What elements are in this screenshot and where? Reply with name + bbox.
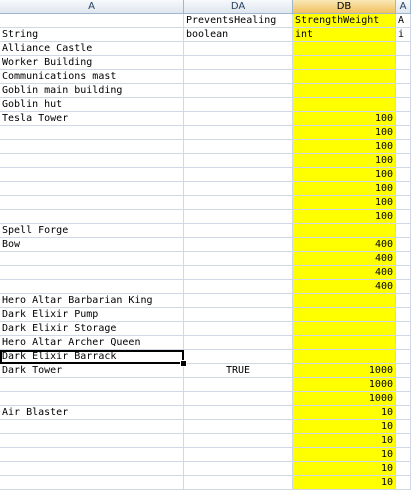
cell-db[interactable] — [293, 322, 396, 336]
cell-db[interactable] — [293, 350, 396, 364]
cell-db[interactable]: 100 — [293, 168, 396, 182]
table-row — [0, 42, 411, 56]
cell-da[interactable] — [184, 168, 293, 182]
cell-da[interactable] — [184, 294, 293, 308]
cell-a[interactable] — [0, 462, 184, 476]
table-row — [0, 280, 411, 294]
table-row — [0, 462, 411, 476]
cell-da[interactable] — [184, 420, 293, 434]
cell-x[interactable] — [396, 168, 411, 182]
column-header-a[interactable]: A — [0, 0, 184, 14]
cell-a[interactable] — [0, 252, 184, 266]
cell-a[interactable]: Communications mast — [0, 70, 184, 84]
cell-da[interactable] — [184, 98, 293, 112]
cell-db[interactable]: 100 — [293, 210, 396, 224]
cell-a[interactable]: Dark Elixir Pump — [0, 308, 184, 322]
cell-x[interactable] — [396, 210, 411, 224]
cell-x[interactable] — [396, 322, 411, 336]
table-row — [0, 182, 411, 196]
table-row — [0, 112, 411, 126]
table-row — [0, 84, 411, 98]
table-row — [0, 448, 411, 462]
cell-x[interactable] — [396, 378, 411, 392]
cell-db[interactable] — [293, 294, 396, 308]
cell-da[interactable] — [184, 112, 293, 126]
table-row — [0, 266, 411, 280]
cell-db[interactable]: 100 — [293, 126, 396, 140]
cell-da[interactable] — [184, 42, 293, 56]
cell-db[interactable]: 1000 — [293, 378, 396, 392]
cell-da[interactable] — [184, 392, 293, 406]
cell-a[interactable]: Bow — [0, 238, 184, 252]
column-header-x-next[interactable]: A — [396, 0, 411, 14]
cell-x[interactable]: A — [396, 14, 411, 28]
table-row — [0, 28, 411, 42]
cell-db[interactable]: 10 — [293, 420, 396, 434]
cell-db[interactable] — [293, 56, 396, 70]
cell-x[interactable] — [396, 336, 411, 350]
cell-da[interactable] — [184, 238, 293, 252]
cell-x[interactable] — [396, 42, 411, 56]
cell-da[interactable] — [184, 280, 293, 294]
cell-db[interactable]: 100 — [293, 112, 396, 126]
table-row — [0, 238, 411, 252]
cell-a[interactable] — [0, 182, 184, 196]
cell-a[interactable] — [0, 420, 184, 434]
column-header-da[interactable]: DA — [184, 0, 293, 14]
cell-a[interactable] — [0, 266, 184, 280]
cell-a[interactable] — [0, 434, 184, 448]
cell-a[interactable]: Dark Elixir Storage — [0, 322, 184, 336]
cell-x[interactable] — [396, 434, 411, 448]
table-row — [0, 168, 411, 182]
cell-a[interactable] — [0, 448, 184, 462]
cell-db[interactable] — [293, 308, 396, 322]
cell-db[interactable]: int — [293, 28, 396, 42]
cell-x[interactable] — [396, 252, 411, 266]
cell-a[interactable]: Dark Tower — [0, 364, 184, 378]
cell-a[interactable] — [0, 126, 184, 140]
cell-da[interactable] — [184, 350, 293, 364]
table-row — [0, 14, 411, 28]
cell-da[interactable] — [184, 56, 293, 70]
cell-x[interactable] — [396, 476, 411, 490]
cell-da[interactable] — [184, 154, 293, 168]
cell-x[interactable] — [396, 350, 411, 364]
cell-da[interactable] — [184, 252, 293, 266]
cell-db[interactable]: 400 — [293, 266, 396, 280]
table-row — [0, 350, 411, 364]
table-row — [0, 308, 411, 322]
cell-db[interactable]: 1000 — [293, 364, 396, 378]
cell-a[interactable]: Goblin main building — [0, 84, 184, 98]
cell-da[interactable] — [184, 406, 293, 420]
cell-da[interactable] — [184, 462, 293, 476]
cell-da[interactable] — [184, 196, 293, 210]
cell-a[interactable]: Tesla Tower — [0, 112, 184, 126]
table-row — [0, 364, 411, 378]
table-row — [0, 154, 411, 168]
cell-x[interactable] — [396, 266, 411, 280]
cell-da[interactable] — [184, 84, 293, 98]
cell-x[interactable] — [396, 112, 411, 126]
cell-db[interactable]: 10 — [293, 406, 396, 420]
cell-a[interactable] — [0, 476, 184, 490]
cell-x[interactable]: i — [396, 28, 411, 42]
cell-da[interactable] — [184, 448, 293, 462]
cell-a[interactable] — [0, 280, 184, 294]
table-row — [0, 224, 411, 238]
cell-x[interactable] — [396, 420, 411, 434]
table-row — [0, 98, 411, 112]
cell-da[interactable] — [184, 182, 293, 196]
cell-x[interactable] — [396, 126, 411, 140]
cell-da[interactable]: boolean — [184, 28, 293, 42]
cell-x[interactable] — [396, 224, 411, 238]
table-row — [0, 336, 411, 350]
cell-x[interactable] — [396, 364, 411, 378]
cell-db[interactable]: 10 — [293, 434, 396, 448]
cell-a[interactable]: Spell Forge — [0, 224, 184, 238]
cell-a[interactable]: Alliance Castle — [0, 42, 184, 56]
cell-a[interactable] — [0, 140, 184, 154]
table-row — [0, 196, 411, 210]
cell-da[interactable] — [184, 378, 293, 392]
cell-x[interactable] — [396, 84, 411, 98]
cell-x[interactable] — [396, 294, 411, 308]
table-row — [0, 378, 411, 392]
table-row — [0, 420, 411, 434]
cell-da[interactable] — [184, 308, 293, 322]
cell-a[interactable]: Hero Altar Archer Queen — [0, 336, 184, 350]
cell-a[interactable] — [0, 210, 184, 224]
table-row — [0, 434, 411, 448]
cell-x[interactable] — [396, 406, 411, 420]
cell-x[interactable] — [396, 182, 411, 196]
cell-x[interactable] — [396, 196, 411, 210]
cell-a[interactable]: String — [0, 28, 184, 42]
cell-a[interactable]: Hero Altar Barbarian King — [0, 294, 184, 308]
cell-a[interactable]: Air Blaster — [0, 406, 184, 420]
cell-da[interactable]: PreventsHealing — [184, 14, 293, 28]
cell-da[interactable] — [184, 434, 293, 448]
cell-x[interactable] — [396, 392, 411, 406]
cell-db[interactable]: 100 — [293, 140, 396, 154]
cell-x[interactable] — [396, 308, 411, 322]
cell-db[interactable]: 10 — [293, 476, 396, 490]
table-row — [0, 322, 411, 336]
cell-da[interactable]: TRUE — [184, 364, 293, 378]
cell-a[interactable]: Dark Elixir Barrack — [0, 350, 184, 364]
cell-x[interactable] — [396, 70, 411, 84]
cell-da[interactable] — [184, 322, 293, 336]
cell-da[interactable] — [184, 266, 293, 280]
cell-db[interactable]: 400 — [293, 238, 396, 252]
cell-a[interactable] — [0, 168, 184, 182]
cell-da[interactable] — [184, 70, 293, 84]
table-row — [0, 70, 411, 84]
table-row — [0, 56, 411, 70]
cell-a[interactable] — [0, 154, 184, 168]
table-row — [0, 392, 411, 406]
table-row — [0, 140, 411, 154]
cell-a[interactable] — [0, 196, 184, 210]
cell-da[interactable] — [184, 140, 293, 154]
cell-a[interactable] — [0, 392, 184, 406]
column-header-db[interactable]: DB — [293, 0, 396, 14]
cell-db[interactable]: 10 — [293, 462, 396, 476]
cell-db[interactable] — [293, 336, 396, 350]
cell-x[interactable] — [396, 462, 411, 476]
cell-x[interactable] — [396, 154, 411, 168]
cell-db[interactable]: 100 — [293, 196, 396, 210]
cell-db[interactable] — [293, 224, 396, 238]
cell-db[interactable]: 10 — [293, 448, 396, 462]
table-row — [0, 294, 411, 308]
cell-da[interactable] — [184, 336, 293, 350]
table-row — [0, 406, 411, 420]
cell-x[interactable] — [396, 448, 411, 462]
table-row — [0, 252, 411, 266]
cell-a[interactable] — [0, 378, 184, 392]
cell-db[interactable] — [293, 98, 396, 112]
cell-db[interactable]: 100 — [293, 154, 396, 168]
cell-db[interactable]: 100 — [293, 182, 396, 196]
table-row — [0, 126, 411, 140]
table-row — [0, 210, 411, 224]
cell-a[interactable]: Worker Building — [0, 56, 184, 70]
cell-da[interactable] — [184, 476, 293, 490]
table-row — [0, 476, 411, 490]
cell-db[interactable]: 400 — [293, 252, 396, 266]
cell-da[interactable] — [184, 224, 293, 238]
cell-db[interactable]: StrengthWeight — [293, 14, 396, 28]
cell-db[interactable] — [293, 42, 396, 56]
cell-x[interactable] — [396, 280, 411, 294]
cell-db[interactable]: 400 — [293, 280, 396, 294]
cell-a[interactable]: Goblin hut — [0, 98, 184, 112]
cell-x[interactable] — [396, 140, 411, 154]
fill-handle[interactable] — [180, 360, 187, 367]
cell-da[interactable] — [184, 126, 293, 140]
cell-db[interactable] — [293, 84, 396, 98]
cell-db[interactable]: 1000 — [293, 392, 396, 406]
cell-x[interactable] — [396, 56, 411, 70]
cell-x[interactable] — [396, 238, 411, 252]
cell-x[interactable] — [396, 98, 411, 112]
cell-da[interactable] — [184, 210, 293, 224]
cell-a[interactable] — [0, 14, 184, 28]
cell-db[interactable] — [293, 70, 396, 84]
